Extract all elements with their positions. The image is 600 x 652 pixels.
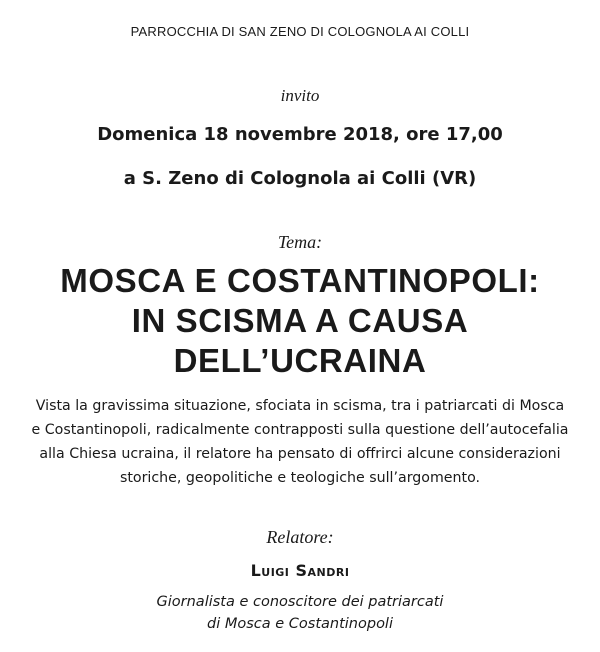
speaker-label: Relatore: [266, 527, 334, 547]
event-location: a S. Zeno di Colognola ai Colli (VR) [123, 168, 477, 189]
speaker-role [0, 591, 600, 635]
description-line: e Costantinopoli, radicalmente contrapposti sulla questione dell’autocefalia [31, 422, 569, 438]
topic-description [30, 394, 570, 490]
topic-title [0, 261, 600, 381]
description-line: storiche, geopolitiche e teologiche sull’argomento. [119, 470, 481, 486]
speaker-role-line: di Mosca e Costantinopoli [207, 616, 393, 632]
event-date-time: Domenica 18 novembre 2018, ore 17,00 [97, 124, 503, 145]
speaker-role-line: Giornalista e conoscitore dei patriarcati [156, 594, 444, 610]
topic-title-line: MOSCA E COSTANTINOPOLI: [60, 262, 540, 299]
description-line: alla Chiesa ucraina, il relatore ha pensato di offrirci alcune considerazioni [39, 446, 561, 462]
organization-header: PARROCCHIA DI SAN ZENO DI COLOGNOLA AI COLLI [130, 24, 470, 39]
topic-title-line: DELL’UCRAINA [173, 342, 427, 379]
invite-label: invito [280, 86, 320, 105]
topic-title-line: IN SCISMA A CAUSA [131, 302, 469, 339]
speaker-name: Luigi Sandri [250, 561, 350, 580]
description-line: Vista la gravissima situazione, sfociata in scisma, tra i patriarcati di Mosca [35, 398, 565, 414]
topic-label: Tema: [277, 232, 323, 252]
